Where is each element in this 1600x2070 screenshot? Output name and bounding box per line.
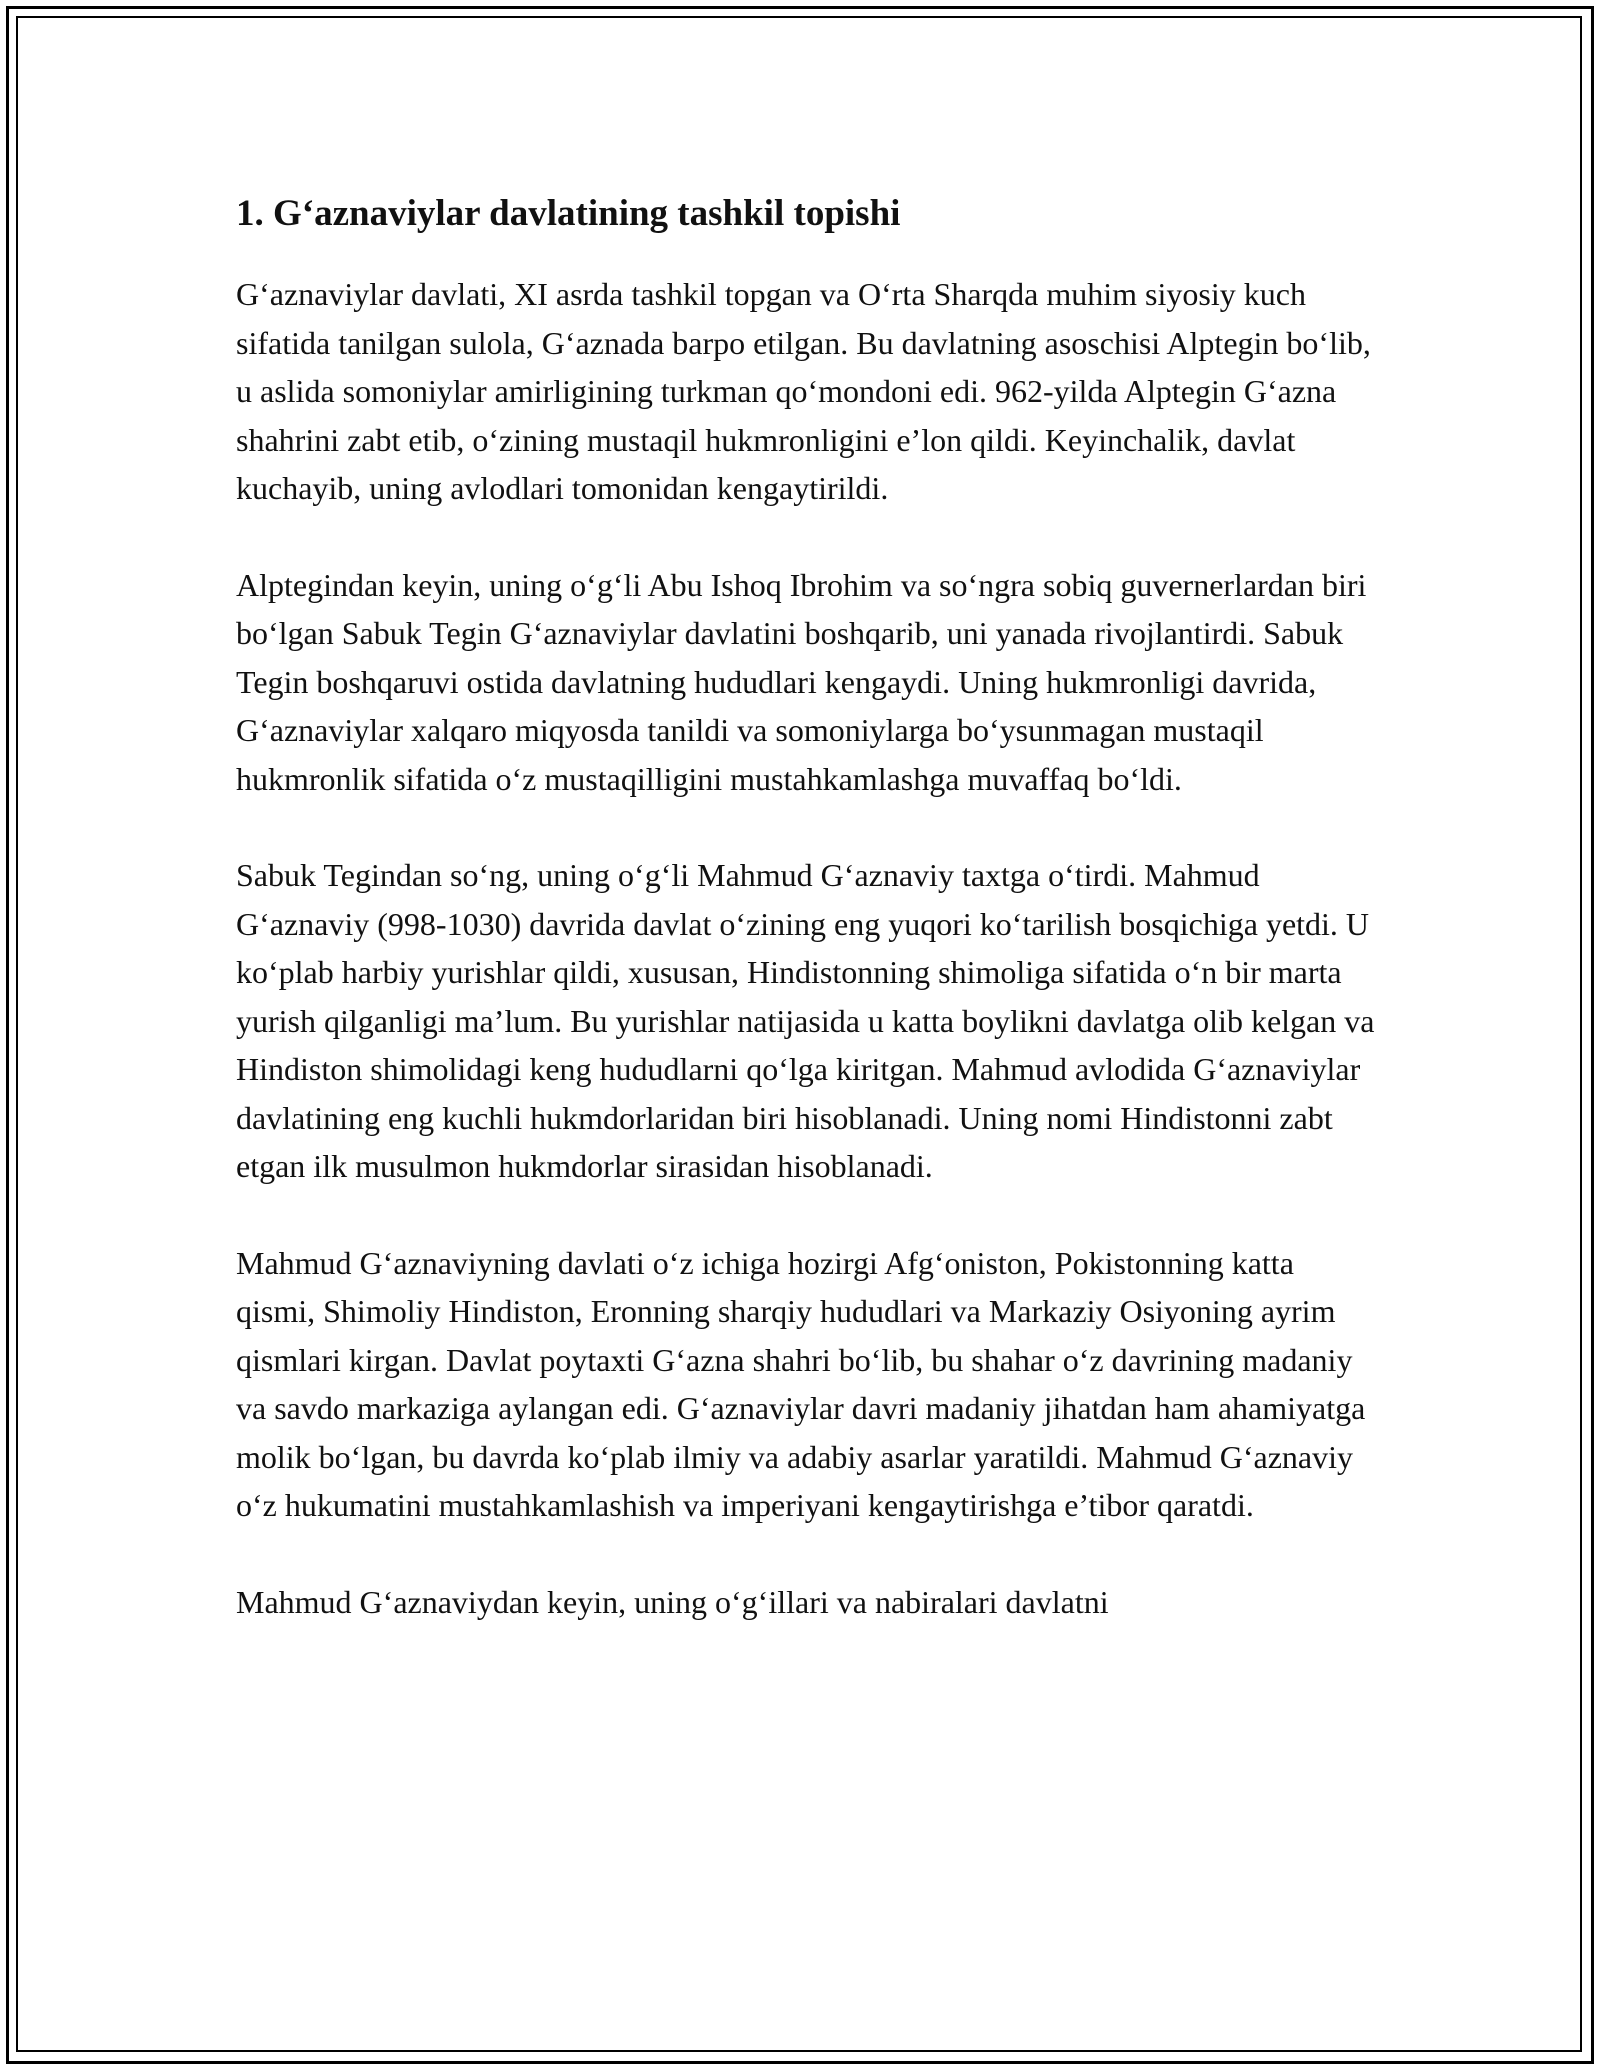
paragraph-2: Alptegindan keyin, uning o‘g‘li Abu Ishoq Ibrohim va so‘ngra sobiq guvernerlardan biri bo‘lgan Sabuk Tegin G‘aznaviylar davlatini boshqarib, uni yanada rivojlantirdi. Sabuk Tegin boshqaruvi ostida davlatning hududlari kengaydi. Uning hukmronligi davrida, G‘aznaviylar xalqaro miqyosda tanildi va somoniylarga bo‘ysunmagan mustaqil hukmronlik sifatida o‘z mustaqilligini mustahkamlashga muvaffaq bo‘ldi. (236, 566, 1367, 797)
paragraph-1: G‘aznaviylar davlati, XI asrda tashkil topgan va O‘rta Sharqda muhim siyosiy kuch sifatida tanilgan sulola, G‘aznada barpo etilgan. Bu davlatning asoschisi Alptegin bo‘lib, u aslida somoniylar amirligining turkman qo‘mondoni edi. 962-yilda Alptegin G‘azna shahrini zabt etib, o‘zining mustaqil hukmronligini e’lon qildi. Keyinchalik, davlat kuchayib, uning avlodlari tomonidan kengaytirildi. (236, 276, 1371, 506)
paragraph-5: Mahmud G‘aznaviydan keyin, uning o‘g‘illari va nabiralari davlatni (236, 1583, 1109, 1620)
document-body (236, 186, 1376, 1674)
section-heading: 1. G‘aznaviylar davlatining tashkil topishi (236, 193, 901, 234)
paragraph-4: Mahmud G‘aznaviyning davlati o‘z ichiga hozirgi Afg‘oniston, Pokistonning katta qismi, Shimoliy Hindiston, Eronning sharqiy hududlari va Markaziy Osiyoning ayrim qismlari kirgan. Davlat poytaxti G‘azna shahri bo‘lib, bu shahar o‘z davrining madaniy va savdo markaziga aylangan edi. G‘aznaviylar davri madaniy jihatdan ham ahamiyatga molik bo‘lgan, bu davrda ko‘plab ilmiy va adabiy asarlar yaratildi. Mahmud G‘aznaviy o‘z hukumatini mustahkamlashish va imperiyani kengaytirishga e’tibor qaratdi. (236, 1244, 1366, 1523)
paragraph-3: Sabuk Tegindan so‘ng, uning o‘g‘li Mahmud G‘aznaviy taxtga o‘tirdi. Mahmud G‘aznaviy (998-1030) davrida davlat o‘zining eng yuqori ko‘tarilish bosqichiga yetdi. U ko‘plab harbiy yurishlar qildi, xususan, Hindistonning shimoliga sifatida o‘n bir marta yurish qilganligi ma’lum. Bu yurishlar natijasida u katta boylikni davlatga olib kelgan va Hindiston shimolidagi keng hududlarni qo‘lga kiritgan. Mahmud avlodida G‘aznaviylar davlatining eng kuchli hukmdorlaridan biri hisoblanadi. Uning nomi Hindistonni zabt etgan ilk musulmon hukmdorlar sirasidan hisoblanadi. (236, 857, 1375, 1184)
